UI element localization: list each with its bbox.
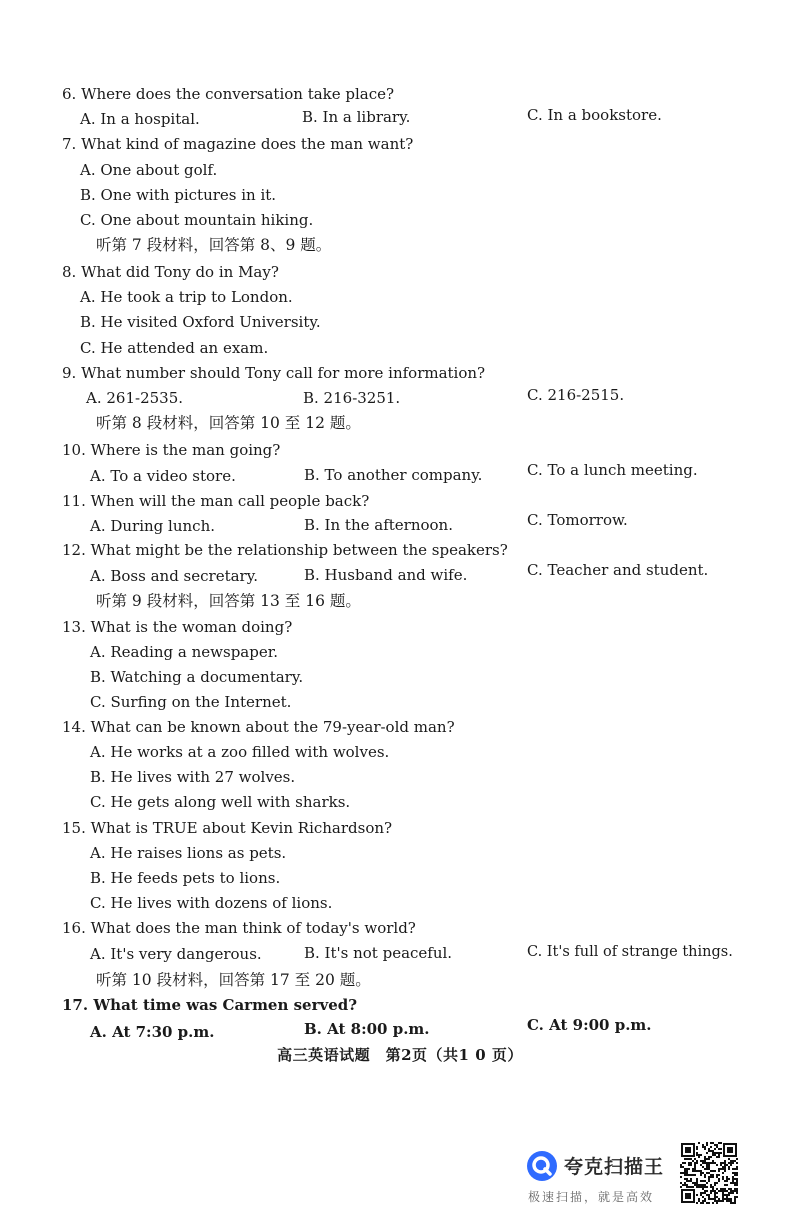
- q8-option-c: C. He attended an exam.: [80, 339, 269, 357]
- q12-option-a: A. Boss and secretary.: [90, 567, 258, 585]
- q7-option-b: B. One with pictures in it.: [80, 186, 277, 204]
- quark-logo-icon: [526, 1150, 558, 1182]
- q8-option-a: A. He took a trip to London.: [80, 288, 293, 306]
- question-14: 14. What can be known about the 79-year-old man?: [62, 718, 455, 736]
- q15-option-c: C. He lives with dozens of lions.: [90, 894, 333, 912]
- q6-option-c: C. In a bookstore.: [527, 106, 662, 124]
- q9-option-c: C. 216-2515.: [527, 386, 625, 404]
- q14-option-c: C. He gets along well with sharks.: [90, 793, 351, 811]
- q11-option-c: C. Tomorrow.: [527, 511, 628, 529]
- question-13: 13. What is the woman doing?: [62, 618, 293, 636]
- brand-slogan: 极速扫描，就是高效: [528, 1190, 655, 1204]
- section-note-8: 听第 8 段材料，回答第 10 至 12 题。: [96, 414, 361, 432]
- q7-option-c: C. One about mountain hiking.: [80, 211, 314, 229]
- q7-option-a: A. One about golf.: [80, 161, 218, 179]
- section-note-9: 听第 9 段材料，回答第 13 至 16 题。: [96, 592, 361, 610]
- q13-option-b: B. Watching a documentary.: [90, 668, 304, 686]
- q6-option-b: B. In a library.: [302, 108, 411, 126]
- q11-option-a: A. During lunch.: [90, 517, 216, 535]
- q15-option-a: A. He raises lions as pets.: [90, 844, 287, 862]
- q17-option-a: A. At 7:30 p.m.: [90, 1023, 215, 1041]
- q6-option-a: A. In a hospital.: [80, 110, 200, 128]
- section-note-7: 听第 7 段材料，回答第 8、9 题。: [96, 236, 332, 254]
- scanner-branding: [526, 1148, 676, 1208]
- q17-option-c: C. At 9:00 p.m.: [527, 1016, 652, 1034]
- q16-option-a: A. It's very dangerous.: [90, 945, 262, 963]
- q16-option-b: B. It's not peaceful.: [304, 944, 453, 962]
- q9-option-b: B. 216-3251.: [303, 389, 401, 407]
- q11-option-b: B. In the afternoon.: [304, 516, 453, 534]
- question-6: 6. Where does the conversation take place?: [62, 85, 395, 103]
- q14-option-a: A. He works at a zoo filled with wolves.: [90, 743, 390, 761]
- question-15: 15. What is TRUE about Kevin Richardson?: [62, 819, 393, 837]
- question-11: 11. When will the man call people back?: [62, 492, 370, 510]
- q12-option-c: C. Teacher and student.: [527, 561, 709, 579]
- brand-name: 夸克扫描王: [564, 1156, 665, 1178]
- q15-option-b: B. He feeds pets to lions.: [90, 869, 281, 887]
- page-footer: 高三英语试题 第2页（共1 0 页）: [277, 1046, 523, 1064]
- question-9: 9. What number should Tony call for more information?: [62, 364, 486, 382]
- q14-option-b: B. He lives with 27 wolves.: [90, 768, 296, 786]
- q16-option-c: C. It's full of strange things.: [527, 944, 733, 960]
- qr-code-icon: [680, 1142, 738, 1204]
- question-10: 10. Where is the man going?: [62, 441, 281, 459]
- question-16: 16. What does the man think of today's world?: [62, 919, 416, 937]
- q10-option-c: C. To a lunch meeting.: [527, 461, 698, 479]
- question-12: 12. What might be the relationship between the speakers?: [62, 541, 508, 559]
- q13-option-a: A. Reading a newspaper.: [90, 643, 279, 661]
- q8-option-b: B. He visited Oxford University.: [80, 313, 321, 331]
- q12-option-b: B. Husband and wife.: [304, 566, 468, 584]
- q13-option-c: C. Surfing on the Internet.: [90, 693, 292, 711]
- q10-option-b: B. To another company.: [304, 466, 483, 484]
- question-8: 8. What did Tony do in May?: [62, 263, 279, 281]
- question-7: 7. What kind of magazine does the man want?: [62, 135, 414, 153]
- q9-option-a: A. 261-2535.: [86, 389, 184, 407]
- section-note-10: 听第 10 段材料，回答第 17 至 20 题。: [96, 971, 371, 989]
- q10-option-a: A. To a video store.: [90, 467, 236, 485]
- q17-option-b: B. At 8:00 p.m.: [304, 1020, 430, 1038]
- question-17: 17. What time was Carmen served?: [62, 996, 358, 1014]
